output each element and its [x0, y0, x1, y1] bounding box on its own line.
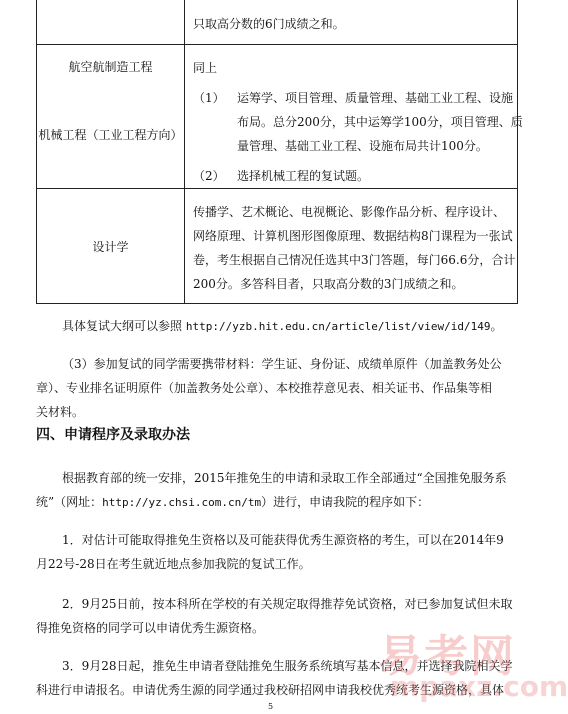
- step2-line: 2．9月25日前，按本科所在学校的有关规定取得推荐免试资格，对已参加复试但未取: [62, 597, 513, 611]
- materials-line: 章）、专业排名证明原件（加盖教务处公章）、本校推荐意见表、相关证书、作品集等相: [36, 381, 493, 395]
- section-heading: 四、申请程序及录取办法: [36, 427, 190, 443]
- item1-line: 运筹学、项目管理、质量管理、基础工业工程、设施: [237, 91, 514, 105]
- step3-line: 科进行申请报名。申请优秀生源的同学通过我校研招网申请我校优秀统考生源资格，具体: [36, 683, 505, 697]
- step1-line: 1．对估计可能取得推免生资格以及可能获得优秀生源资格的考生，可以在2014年9: [62, 533, 504, 547]
- step3-line: 3．9月28日起，推免生申请者登陆推免生服务系统填写基本信息，并选择我院相关学: [62, 659, 513, 673]
- design-course-line: 网络原理、计算机图形图像原理、数据结构8门课程为一张试: [193, 229, 513, 243]
- outline-prefix: 具体复试大纲可以参照: [62, 319, 183, 333]
- intro-link[interactable]: http://yz.chsi.com.cn/tm: [102, 496, 262, 509]
- item2-text: 选择机械工程的复试题。: [237, 169, 370, 183]
- watermark-logo: [378, 620, 568, 714]
- major-aerospace-manufacturing: 航空航制造工程: [68, 60, 153, 74]
- major-design: 设计学: [92, 240, 129, 254]
- row0-text: 只取高分数的6门成绩之和。: [193, 17, 345, 31]
- table-row-divider: [37, 188, 517, 189]
- outline-suffix: 。: [490, 319, 503, 333]
- intro-text: ）进行，申请我院的程序如下：: [261, 495, 430, 509]
- watermark-text: 易考网: [378, 631, 516, 682]
- table-column-divider: [184, 0, 185, 303]
- materials-line: （3）参加复试的同学需要携带材料：学生证、身份证、成绩单原件（加盖教务处公: [62, 357, 502, 371]
- course-table: [36, 0, 523, 304]
- page-number: 5: [268, 702, 274, 711]
- table-row-divider: [37, 44, 517, 45]
- major-mechanical-engineering: 机械工程（工业工程方向）: [38, 128, 183, 142]
- intro-line: 根据教育部的统一安排，2015年推免生的申请和录取工作全部通过“全国推免服务系: [62, 471, 507, 485]
- item1-number: （1）: [193, 91, 225, 105]
- design-course-line: 200分。多答科目者，只取高分数的3门成绩之和。: [193, 277, 464, 291]
- outline-paragraph: [62, 314, 503, 339]
- item1-line: 布局。总分200分，其中运筹学100分，项目管理、质: [237, 115, 523, 129]
- outline-link[interactable]: http://yzb.hit.edu.cn/article/list/view/id/149: [185, 320, 491, 333]
- design-course-line: 传播学、艺术概论、电视概论、影像作品分析、程序设计、: [193, 205, 506, 219]
- design-course-line: 卷，考生根据自己情况任选其中3门答题，每门66.6分，合计: [193, 253, 516, 267]
- materials-line: 关材料。: [36, 405, 85, 419]
- intro-text: 统”（网址：: [36, 495, 103, 509]
- same-as-above: 同上: [193, 61, 218, 75]
- step1-line: 月22号-28日在考生就近地点参加我院的复试工作。: [36, 557, 311, 571]
- step2-line: 得推免资格的同学可以申请优秀生源资格。: [36, 621, 265, 635]
- watermark-url: mpaxz.com: [390, 670, 568, 703]
- intro-line: [36, 490, 429, 515]
- item1-line: 量管理、基础工业工程、设施布局共计100分。: [237, 139, 488, 153]
- item2-number: （2）: [193, 169, 225, 183]
